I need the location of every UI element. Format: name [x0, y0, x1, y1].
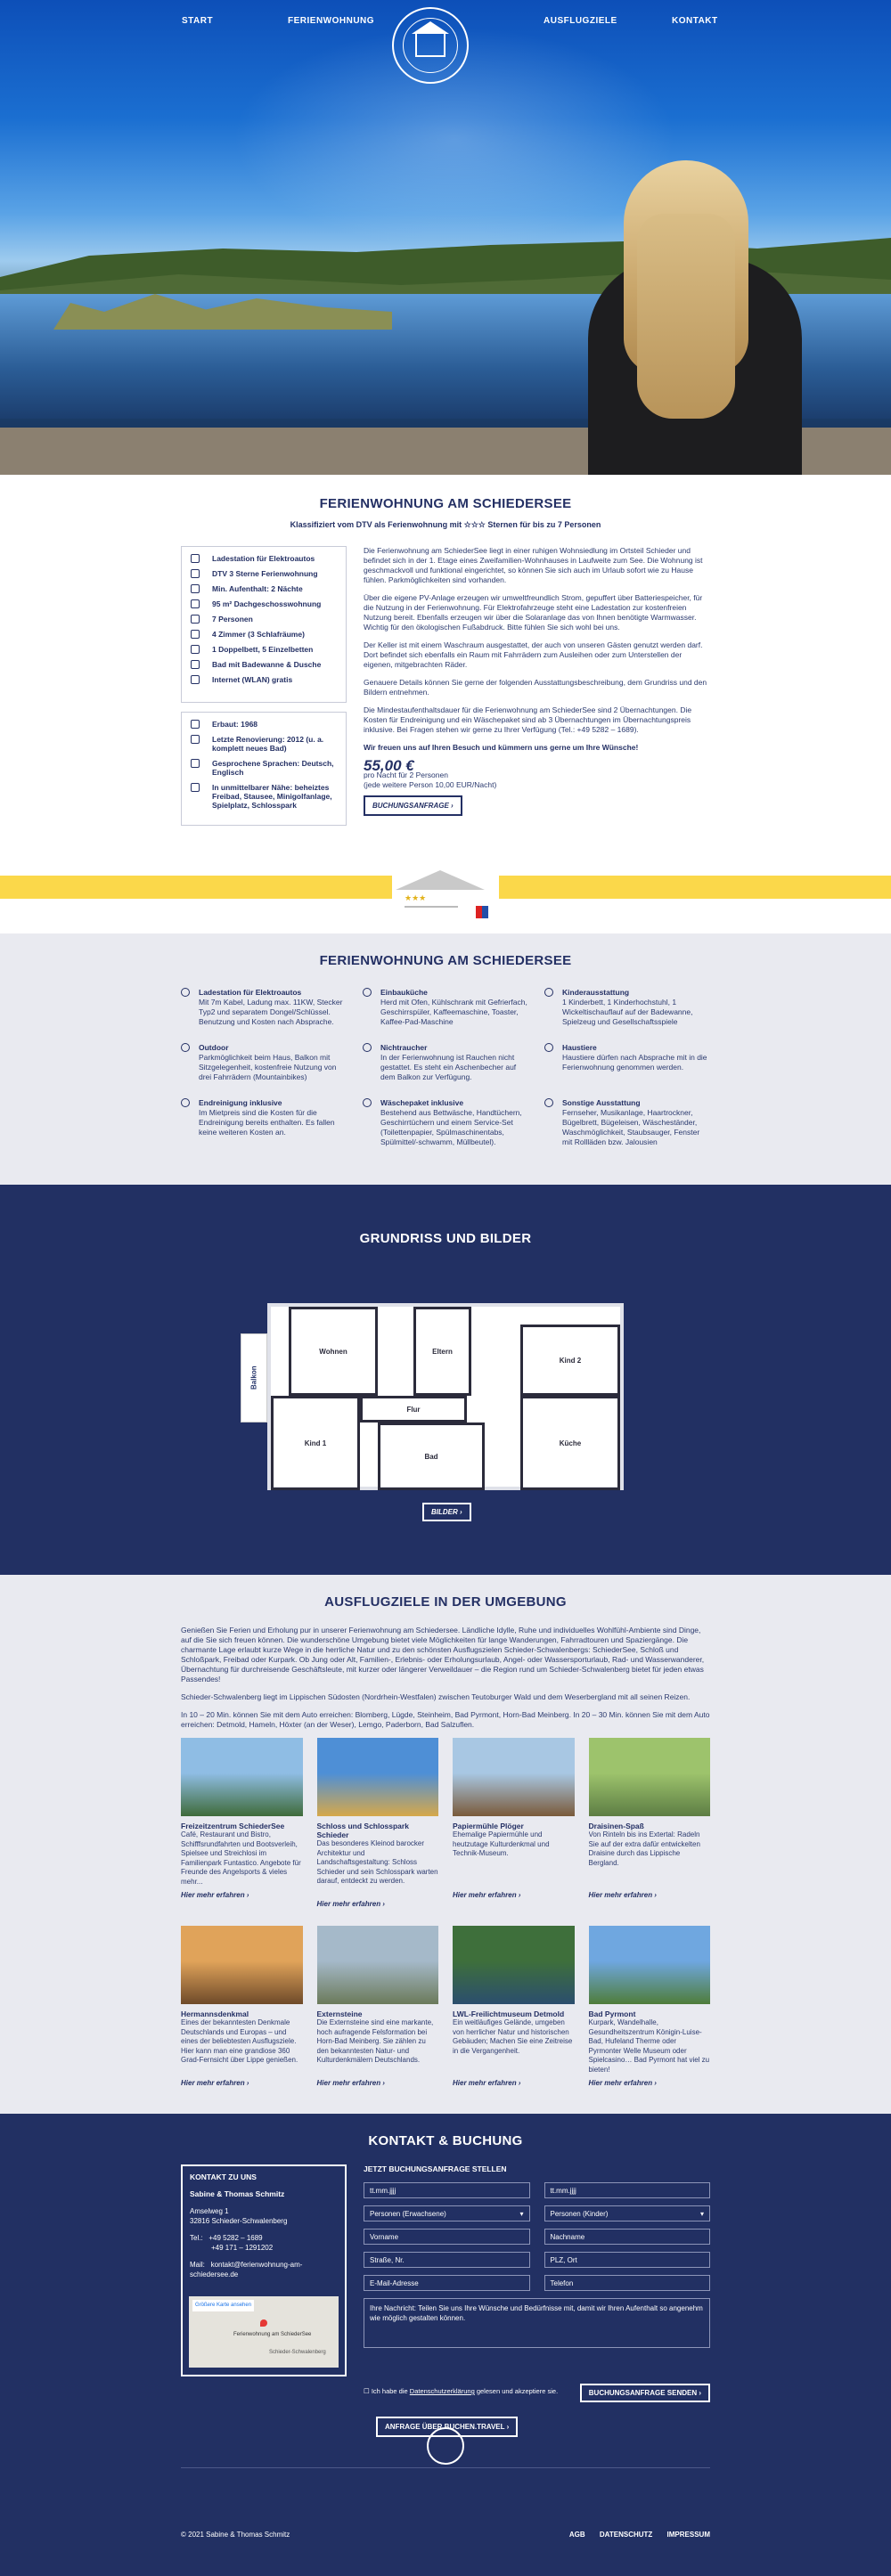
room-flur: Flur — [360, 1396, 467, 1423]
intro-section — [0, 475, 891, 858]
nav-start[interactable]: START — [182, 16, 214, 26]
feature-item: Ladestation für Elektroautos — [191, 554, 337, 563]
contact-box — [181, 2164, 347, 2376]
equipment-icon — [363, 1098, 372, 1107]
fact-item: Gesprochene Sprachen: Deutsch, Englisch — [191, 759, 337, 777]
dtv-banner — [0, 867, 891, 933]
copyright: © 2021 Sabine & Thomas Schmitz — [181, 2531, 290, 2539]
feature-item: 1 Doppelbett, 5 Einzelbetten — [191, 645, 337, 654]
room-bad: Bad — [378, 1423, 485, 1490]
trip-desc: Café, Restaurant und Bistro, Schifffsrundfahrten und Bootsverleih, Spielsee und Streichlosi im Familienpark Funtastico. Angebote für Freunde des Angelsports & vieles mehr... — [181, 1830, 301, 1886]
location-icon — [191, 783, 200, 792]
fact-item: Letzte Renovierung: 2012 (u. a. komplett neues Bad) — [191, 735, 337, 753]
footer-impressum-link[interactable]: IMPRESSUM — [666, 2531, 710, 2539]
door-icon — [191, 630, 200, 639]
trips-title: AUSFLUGZIELE IN DER UMGEBUNG — [324, 1594, 567, 1610]
room-kind2: Kind 2 — [520, 1325, 620, 1396]
nav-ferienwohnung[interactable]: FERIENWOHNUNG — [288, 16, 375, 26]
trip-title: Externsteine — [316, 2009, 363, 2018]
trip-more-link[interactable]: Hier mehr erfahren › — [316, 2079, 385, 2087]
hero-section — [0, 0, 891, 475]
equipment-item: Ladestation für Elektroautos Mit 7m Kabel, Ladung max. 11KW, Stecker Typ2 und separatem Dongel/Schlüssel. Benutzung und Kosten nach Absprache. — [181, 988, 347, 1027]
kids-select[interactable]: Personen (Kinder) ▾ — [544, 2205, 711, 2221]
site-logo[interactable] — [392, 7, 469, 84]
equipment-item: Wäschepaket inklusive Bestehend aus Bettwäsche, Handtüchern, Geschirrtüchern und einem Service-Set (Toilettenpapier, Spülmaschinentabs, Spülmittel/-schwamm, Müllbeutel). — [363, 1098, 528, 1147]
trip-title: Freizeitzentrum SchiederSee — [181, 1822, 285, 1830]
email-input[interactable]: E-Mail-Adresse — [364, 2275, 530, 2291]
room-kind1: Kind 1 — [271, 1396, 360, 1490]
plan-title: GRUNDRISS UND BILDER — [359, 1231, 532, 1246]
equipment-icon — [363, 1043, 372, 1052]
price-note-extra: (jede weitere Person 10,00 EUR/Nacht) — [364, 780, 497, 789]
equipment-item: Einbauküche Herd mit Ofen, Kühlschrank mit Gefrierfach, Geschirrspüler, Kaffeemaschine, Toaster, Kaffee-Pad-Maschine — [363, 988, 528, 1027]
contact-street: Amselweg 1 — [190, 2207, 229, 2215]
main-nav — [0, 0, 891, 45]
trip-title: Hermannsdenkmal — [181, 2009, 249, 2018]
feature-item: 95 m² Dachgeschosswohnung — [191, 599, 337, 608]
feature-item: 7 Personen — [191, 615, 337, 624]
contact-tel[interactable]: Tel.: +49 5282 – 1689 — [190, 2234, 263, 2242]
equipment-icon — [544, 988, 553, 997]
trip-title: Papiermühle Plöger — [453, 1822, 524, 1830]
speech-icon — [191, 759, 200, 768]
trip-photo[interactable] — [317, 1926, 439, 2004]
price-note: pro Nacht für 2 Personen — [364, 770, 448, 779]
trip-more-link[interactable]: Hier mehr erfahren › — [588, 2079, 657, 2087]
footer — [181, 2467, 710, 2549]
equipment-item: Endreinigung inklusive Im Mietpreis sind die Kosten für die Endreinigung bereits enthalten. Es fallen keine weiteren Kosten an. — [181, 1098, 347, 1147]
people-icon — [191, 615, 200, 624]
feature-item: Internet (WLAN) gratis — [191, 675, 337, 684]
pictures-button[interactable]: BILDER › — [422, 1503, 471, 1521]
equipment-icon — [181, 988, 190, 997]
room-wohnen: Wohnen — [289, 1307, 378, 1396]
trip-title: Schloss und Schlosspark Schieder — [316, 1822, 409, 1839]
feature-item: 4 Zimmer (3 Schlafräume) — [191, 630, 337, 639]
trip-more-link[interactable]: Hier mehr erfahren › — [181, 1891, 249, 1899]
contact-section — [0, 2114, 891, 2576]
intro-closing: Wir freuen uns auf Ihren Besuch und kümmern uns gerne um Ihre Wünsche! — [364, 743, 639, 752]
contact-title: KONTAKT & BUCHUNG — [368, 2133, 523, 2148]
fact-item: Erbaut: 1968 — [191, 720, 337, 729]
contact-mail[interactable]: Mail: kontakt@ferienwohnung-am-schiedersee.de — [190, 2261, 303, 2278]
street-input[interactable]: Straße, Nr. — [364, 2252, 530, 2268]
trip-desc: Eines der bekanntesten Denkmale Deutschlands und Europas – und eines der beliebtesten Ausflugsziele. Hier kann man eine grandiose 360 Grad-Fernsicht über Lippe genießen. — [181, 2018, 298, 2064]
booking-button[interactable]: BUCHUNGSANFRAGE › — [364, 795, 462, 816]
intro-paragraph: Über die eigene PV-Anlage erzeugen wir umweltfreundlich Strom, gepuffert über Batteriespeicher, für die Nutzung in der Ferienwohnung. Für Elektrofahrzeuge steht eine Ladestation zur kostenfreien Nutzung bereit. Ebenfalls erzeugen wir über die Solaranlage das von Ihnen benötigte Warmwasser. Wichtig für den ökologischen Fußabdruck. Bitte fühlen Sie sich wohl bei uns. — [364, 593, 703, 632]
privacy-link[interactable]: Datenschutzerklärung — [409, 2387, 475, 2395]
trip-photo[interactable] — [589, 1738, 711, 1816]
contact-map[interactable] — [189, 2296, 339, 2368]
trip-photo[interactable] — [181, 1738, 303, 1816]
trip-desc: Von Rinteln bis ins Extertal: Radeln Sie auf der extra dafür entwickelten Draisine durch das Lippische Bergland. — [588, 1830, 700, 1867]
equipment-item: Outdoor Parkmöglichkeit beim Haus, Balkon mit Sitzgelegenheit, kostenfreie Nutzung von drei Fahrrädern (Mountainbikes) — [181, 1043, 347, 1082]
departure-date-input[interactable]: tt.mm.jjjj — [544, 2182, 711, 2198]
form-title: JETZT BUCHUNGSANFRAGE STELLEN — [364, 2164, 507, 2173]
footer-agb-link[interactable]: AGB — [568, 2531, 585, 2539]
trip-more-link[interactable]: Hier mehr erfahren › — [453, 2079, 521, 2087]
equipment-section — [0, 933, 891, 1185]
trip-more-link[interactable]: Hier mehr erfahren › — [453, 1891, 521, 1899]
room-kueche: Küche — [520, 1396, 620, 1490]
intro-subtitle: Klassifiziert vom DTV als Ferienwohnung mit ☆☆☆ Sternen für bis zu 7 Personen — [290, 520, 601, 529]
equipment-item: Sonstige Ausstattung Fernseher, Musikanlage, Haartrockner, Bügelbrett, Bügeleisen, Wäscheständer, Waschmöglichkeit, Staubsauger, Fenster mit Rollläden bzw. Jalousien — [544, 1098, 710, 1147]
lastname-input[interactable]: Nachname — [544, 2229, 711, 2245]
arrival-date-input[interactable]: tt.mm.jjjj — [364, 2182, 530, 2198]
trip-desc: Das besonderes Kleinod barocker Architektur und Landschaftsgestaltung: Schloss Schieder und sein Schlosspark warten darauf, entdeckt zu werden. — [316, 1839, 438, 1885]
wifi-icon — [191, 675, 200, 684]
trip-desc: Kurpark, Wandelhalle, Gesundheitszentrum Königin-Luise-Bad, Hufeland Therme oder Pyrmonter Welle Museum oder Spielcasino… Bad Pyrmont hat viel zu bieten! — [588, 2018, 710, 2074]
plan-section — [0, 1185, 891, 1575]
feature-item: Bad mit Badewanne & Dusche — [191, 660, 337, 669]
trip-more-link[interactable]: Hier mehr erfahren › — [588, 1891, 657, 1899]
firstname-input[interactable]: Vorname — [364, 2229, 530, 2245]
equipment-item: Kinderausstattung 1 Kinderbett, 1 Kinderhochstuhl, 1 Wickeltischauflauf auf der Badewanne, Spielzeug und Gesellschaftsspiele — [544, 988, 710, 1027]
trip-card[interactable] — [453, 1926, 575, 2087]
room-balkon: Balkon — [241, 1333, 267, 1423]
map-label: Ferienwohnung am SchiederSee — [233, 2332, 312, 2337]
map-label: Schieder-Schwalenberg — [269, 2350, 326, 2355]
trip-desc: Ehemalige Papiermühle und heutzutage Kulturdenkmal und Technik-Museum. — [453, 1830, 550, 1857]
equipment-title: FERIENWOHNUNG AM SCHIEDERSEE — [319, 953, 572, 968]
trip-more-link[interactable]: Hier mehr erfahren › — [181, 2079, 249, 2087]
trip-card[interactable] — [589, 1738, 711, 1908]
contact-names: Sabine & Thomas Schmitz — [190, 2189, 285, 2198]
adults-select[interactable]: Personen (Erwachsene) ▾ — [364, 2205, 530, 2221]
phone-input[interactable]: Telefon — [544, 2275, 711, 2291]
map-pin-icon — [260, 2319, 267, 2327]
trip-photo[interactable] — [453, 1926, 575, 2004]
price: 55,00 € — [364, 757, 414, 774]
send-button[interactable]: BUCHUNGSANFRAGE SENDEN › — [580, 2384, 710, 2402]
room-eltern: Eltern — [413, 1307, 471, 1396]
intro-title: FERIENWOHNUNG AM SCHIEDERSEE — [319, 496, 572, 511]
trips-paragraph: Genießen Sie Ferien und Erholung pur in unserer Ferienwohnung am Schiedersee. Ländliche Idylle, Ruhe und individuelles Wohlfühl-Ambiente sind Dinge, auf die Sie sich freuen können. Die wunderschöne Umgebung bietet viele Möglichkeiten für lange Wanderungen, Fahrradtouren und Spaziergänge. Die charmante Lage erlaubt kurze Wege in die herrliche Natur und zu den schönsten Ausflugszielen Schieder-Schwalenbergs: SchiederSee, Schloß und Schloßpark, Freibad oder Kurpark. Ob Jung oder Alt, Familien-, Erlebnis- oder Erholungsurlaub, Angel- oder Wassersporturlaub, Rad- und Wasserwanderer, Übernachtung für durchreisende Geschäftsleute, mit kurzer oder längerer Verweildauer – die Region rund um Schieder-Schwalenberg bietet für jeden etwas Passendes! — [181, 1626, 705, 1683]
footer-datenschutz-link[interactable]: DATENSCHUTZ — [599, 2531, 653, 2539]
booking-form — [364, 2164, 710, 2397]
equipment-icon — [544, 1043, 553, 1052]
trip-photo[interactable] — [453, 1738, 575, 1816]
map-link[interactable]: Größere Karte ansehen — [192, 2300, 254, 2311]
bathtub-icon — [191, 660, 200, 669]
contact-city: 32816 Schieder-Schwalenberg — [190, 2217, 288, 2225]
intro-paragraph: Der Keller ist mit einem Waschraum ausgestattet, der auch von unseren Gästen genutzt werden darf. Dort befindet sich ebenfalls ein Raum mit Fahrrädern zum Ausleihen oder zum Unterstellen der eigenen, mitgebrachten Räder. — [364, 640, 703, 669]
trip-photo[interactable] — [317, 1738, 439, 1816]
contact-box-title: KONTAKT ZU UNS — [190, 2172, 257, 2181]
equipment-item: Haustiere Haustiere dürfen nach Absprache mit in die Ferienwohnung genommen werden. — [544, 1043, 710, 1082]
facts-box — [181, 712, 347, 826]
trip-card[interactable] — [181, 1738, 303, 1908]
intro-paragraph: Genauere Details können Sie gerne der folgenden Ausstattungsbeschreibung, dem Grundriss und den Bildern entnehmen. — [364, 678, 707, 697]
woman-photo — [588, 160, 802, 475]
equipment-icon — [363, 988, 372, 997]
trip-photo[interactable] — [589, 1926, 711, 2004]
feature-item: Min. Aufenthalt: 2 Nächte — [191, 584, 337, 593]
trip-photo[interactable] — [181, 1926, 303, 2004]
trips-section — [0, 1575, 891, 2114]
zip-city-input[interactable]: PLZ, Ort — [544, 2252, 711, 2268]
chevron-down-icon: ▾ — [519, 2210, 524, 2218]
trip-card[interactable] — [317, 1738, 439, 1908]
feature-item: DTV 3 Sterne Ferienwohnung — [191, 569, 337, 578]
equipment-icon — [181, 1043, 190, 1052]
trip-card[interactable] — [453, 1738, 575, 1908]
nav-ausflugsziele[interactable]: AUSFLUGZIELE — [544, 16, 617, 26]
trip-card[interactable] — [589, 1926, 711, 2087]
equipment-icon — [544, 1098, 553, 1107]
trips-paragraph: Schieder-Schwalenberg liegt im Lippischen Südosten (Nordrhein-Westfalen) zwischen Teutoburger Wald und dem Weserbergland mit all seinen Reizen. — [181, 1692, 691, 1701]
area-icon — [191, 599, 200, 608]
nav-kontakt[interactable]: KONTAKT — [672, 16, 718, 26]
intro-paragraph: Die Ferienwohnung am SchiederSee liegt in einer ruhigen Wohnsiedlung im Ortsteil Schieder und befindet sich in der 1. Etage eines Zweifamilien-Wohnhauses in Laufweite zum See. Die Wohnung ist geschmackvoll und funktional eingerichtet, so können Sie sich auch im Urlaub sofort wie zu Hause fühlen. Parkmöglichkeiten sind vorhanden. — [364, 546, 703, 584]
trip-card[interactable] — [317, 1926, 439, 2087]
building-icon — [191, 720, 200, 729]
floor-plan — [249, 1303, 624, 1490]
tools-icon — [191, 735, 200, 744]
bed-icon — [191, 645, 200, 654]
intro-text — [364, 546, 710, 816]
trip-desc: Ein weitläufiges Gelände, umgeben von herrlicher Natur und historischen Gebäuden; Machen Sie eine Zeitreise in die Vergangenheit. — [453, 2018, 573, 2055]
trips-paragraph: In 10 – 20 Min. können Sie mit dem Auto erreichen: Blomberg, Lügde, Steinheim, Bad Pyrmont, Horn-Bad Meinberg. In 20 – 30 Min. können Sie mit dem Auto erreichen: Detmold, Hameln, Höxter (an der Weser), Lemgo, Paderborn, Bad Salzuflen. — [181, 1710, 710, 1729]
trip-more-link[interactable]: Hier mehr erfahren › — [316, 1900, 385, 1908]
trip-title: LWL-Freilichtmuseum Detmold — [453, 2009, 565, 2018]
dtv-logo: ★★★ — [392, 867, 499, 929]
contact-tel2[interactable]: +49 171 – 1291202 — [211, 2244, 274, 2252]
message-textarea[interactable]: Ihre Nachricht: Teilen Sie uns Ihre Wünsche und Bedürfnisse mit, damit wir Ihren Aufenthalt so angenehm wie möglich gestalten können. — [364, 2298, 710, 2348]
fact-item: In unmittelbarer Nähe: beheiztes Freibad, Stausee, Minigolfanlage, Spielplatz, Schlosspark — [191, 783, 337, 810]
travel-button[interactable]: ANFRAGE ÜBER BUCHEN.TRAVEL › — [376, 2417, 518, 2437]
trip-title: Draisinen-Spaß — [588, 1822, 644, 1830]
footer-logo[interactable] — [427, 2427, 464, 2465]
trip-title: Bad Pyrmont — [588, 2009, 636, 2018]
trip-card[interactable] — [181, 1926, 303, 2087]
equipment-icon — [181, 1098, 190, 1107]
intro-paragraph: Die Mindestaufenthaltsdauer für die Ferienwohnung am SchiederSee sind 2 Übernachtungen. Die Kosten für Endreinigung und ein Wäschepaket sind ab 3 Übernachtungen im Übernachtungspreis inklusive. Bei Fragen stehen wir gerne zu Ihrer Verfügung (Tel.: +49 5282 – 1689). — [364, 705, 692, 734]
calendar-icon — [191, 584, 200, 593]
features-box — [181, 546, 347, 703]
privacy-consent[interactable]: ☐ Ich habe die Datenschutzerklärung gelesen und akzeptiere sie. — [364, 2387, 559, 2395]
chevron-down-icon: ▾ — [699, 2210, 704, 2218]
plug-icon — [191, 554, 200, 563]
star-icon — [191, 569, 200, 578]
trip-desc: Die Externsteine sind eine markante, hoch aufragende Felsformation bei Horn-Bad Meinberg. Sie zählen zu den bekanntesten Natur- und Kulturdenkmälern Deutschlands. — [316, 2018, 434, 2064]
equipment-item: Nichtraucher In der Ferienwohnung ist Rauchen nicht gestattet. Es steht ein Aschenbecher auf dem Balkon zur Verfügung. — [363, 1043, 528, 1082]
